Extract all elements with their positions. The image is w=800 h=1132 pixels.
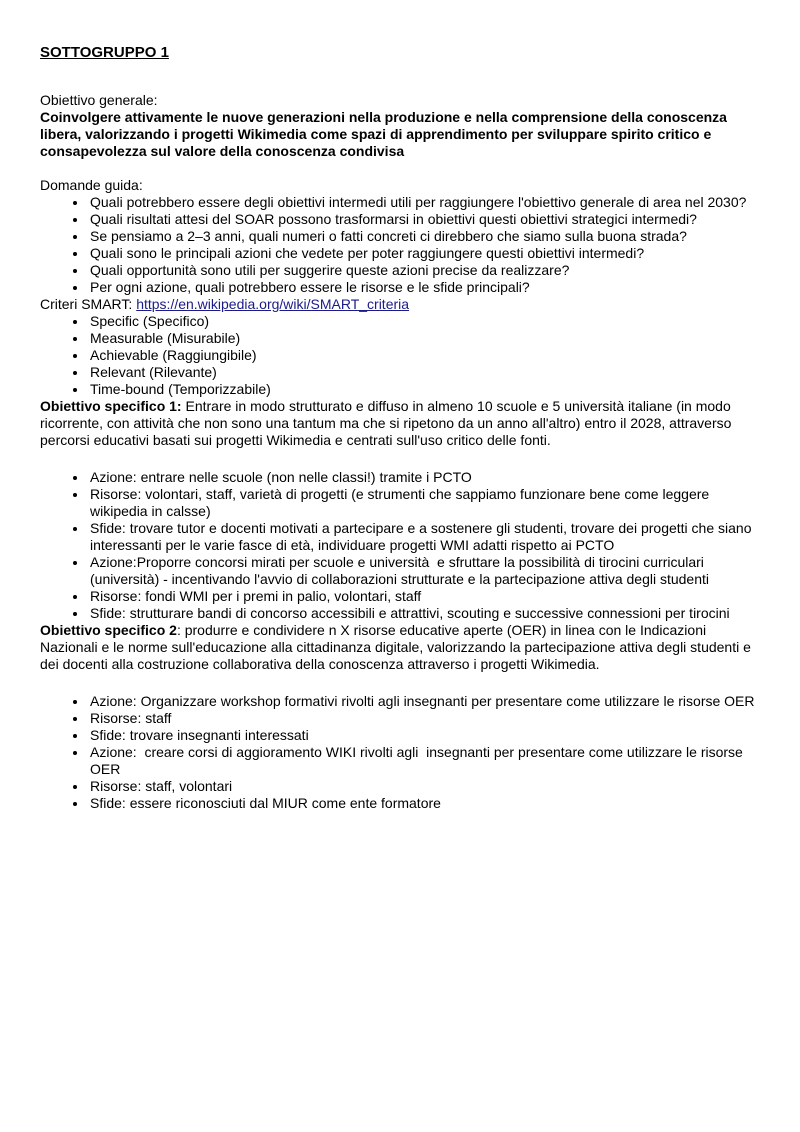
obiettivo-specifico-1-paragraph xyxy=(40,398,762,449)
criteri-smart-line xyxy=(40,296,762,313)
doc-heading: SOTTOGRUPPO 1 xyxy=(40,44,169,61)
bullet-item: • Azione: creare corsi di aggioramento WIKI rivolti agli insegnanti per presentare come utilizzare le risorse OER xyxy=(88,744,762,778)
bullet-item: • Relevant (Rilevante) xyxy=(88,364,762,381)
criteri-smart-label: Criteri SMART: xyxy=(40,296,137,312)
bullet-item: • Sfide: strutturare bandi di concorso accessibili e attrattivi, scouting e successive connessioni per tirocini xyxy=(88,605,762,622)
bullet-item: • Sfide: essere riconosciuti dal MIUR come ente formatore xyxy=(88,795,762,812)
bullet-item: • Se pensiamo a 2–3 anni, quali numeri o fatti concreti ci direbbero che siamo sulla buona strada? xyxy=(88,228,762,245)
bullet-item: • Sfide: trovare tutor e docenti motivati a partecipare e a sostenere gli studenti, trovare dei progetti che siano interessanti per le varie fasce di età, individuare progetti WMI adatti rispetto ai PCTO xyxy=(88,520,762,554)
bullet-item: • Measurable (Misurabile) xyxy=(88,330,762,347)
bullet-item: • Quali opportunità sono utili per suggerire queste azioni precise da realizzare? xyxy=(88,262,762,279)
bullet-item: • Per ogni azione, quali potrebbero essere le risorse e le sfide principali? xyxy=(88,279,762,296)
bullet-item: • Risorse: staff, volontari xyxy=(88,778,762,795)
bullet-item: • Specific (Specifico) xyxy=(88,313,762,330)
bullet-item: • Time-bound (Temporizzabile) xyxy=(88,381,762,398)
domande-guida-label: Domande guida: xyxy=(40,177,143,193)
obiettivo-generale-label: Obiettivo generale: xyxy=(40,92,158,108)
obiettivo-specifico-2-text: : produrre e condividere n X risorse educative aperte (OER) in linea con le Indicazioni Nazionali e le norme sull'educazione alla cittadinanza digitale, valorizzando la partecipazione attiva degli studenti e dei docenti alla costruzione collaborativa della conoscenza attraverso i progetti Wikimedia. xyxy=(40,622,755,672)
obiettivo-2-bullets-group-1 xyxy=(40,693,762,744)
bullet-item: • Achievable (Raggiungibile) xyxy=(88,347,762,364)
obiettivo-2-bullets-group-2 xyxy=(40,744,762,812)
bullet-item: • Quali potrebbero essere degli obiettivi intermedi utili per raggiungere l'obiettivo generale di area nel 2030? xyxy=(88,194,762,211)
smart-criteria-link[interactable]: https://en.wikipedia.org/wiki/SMART_criteria xyxy=(136,296,410,312)
obiettivo-specifico-1-text: Entrare in modo strutturato e diffuso in almeno 10 scuole e 5 università italiane (in modo ricorrente, con attività che non sono una tantum ma che si ripetono da un anno all'altro) entro il 2028, attraverso percorsi educativi basati sui progetti Wikimedia e centrati sull'uso critico delle fonti. xyxy=(40,398,736,448)
bullet-item: • Azione: entrare nelle scuole (non nelle classi!) tramite i PCTO xyxy=(88,469,762,486)
obiettivo-1-bullets-group-1 xyxy=(40,469,762,554)
bullet-item: • Azione:Proporre concorsi mirati per scuole e università e sfruttare la possibilità di tirocini curriculari (università) - incentivando l'avvio di collaborazioni strutturate e la partecipazione attiva degli studenti xyxy=(88,554,762,588)
bullet-item: • Sfide: trovare insegnanti interessati xyxy=(88,727,762,744)
bullet-item: • Quali sono le principali azioni che vedete per poter raggiungere questi obiettivi intermedi? xyxy=(88,245,762,262)
obiettivo-specifico-2-paragraph xyxy=(40,622,762,673)
obiettivo-specifico-1-label: Obiettivo specifico 1: xyxy=(40,398,186,414)
obiettivo-1-bullets-group-2 xyxy=(40,554,762,622)
bullet-item: • Risorse: staff xyxy=(88,710,762,727)
domande-guida-list xyxy=(40,194,762,296)
bullet-item: • Risorse: volontari, staff, varietà di progetti (e strumenti che sappiamo funzionare bene come leggere wikipedia in calsse) xyxy=(88,486,762,520)
bullet-item: • Quali risultati attesi del SOAR possono trasformarsi in obiettivi questi obiettivi strategici intermedi? xyxy=(88,211,762,228)
obiettivo-generale-text: Coinvolgere attivamente le nuove generazioni nella produzione e nella comprensione della conoscenza libera, valorizzando i progetti Wikimedia come spazi di apprendimento per sviluppare spirito critico e consapevolezza sul valore della conoscenza condivisa xyxy=(40,109,731,159)
criteri-smart-list xyxy=(40,313,762,398)
bullet-item: • Azione: Organizzare workshop formativi rivolti agli insegnanti per presentare come utilizzare le risorse OER xyxy=(88,693,762,710)
obiettivo-specifico-2-label: Obiettivo specifico 2 xyxy=(40,622,177,638)
bullet-item: • Risorse: fondi WMI per i premi in palio, volontari, staff xyxy=(88,588,762,605)
